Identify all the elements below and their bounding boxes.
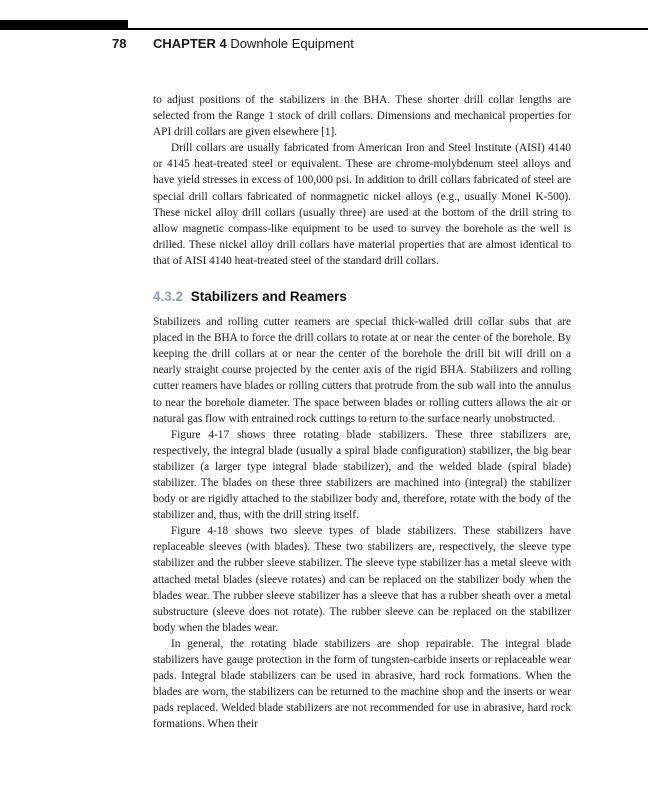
paragraph-repairability: In general, the rotating blade stabilizers are shop repairable. The integral blade stabilizers have gauge protection in the form of tungsten-carbide inserts or replaceable wear pads. Integral blade stabilizers can be used in abrasive, hard rock formations. When the blades are worn, the stabilizers can be returned to the machine shop and the inserts or wear pads replaced. Welded blade stabilizers are not recommended for use in abrasive, hard rock formations. When their (153, 637, 571, 731)
paragraph-continued: to adjust positions of the stabilizers in the BHA. These shorter drill collar lengths are selected from the Range 1 stock of drill collars. Dimensions and mechanical properties for API drill collars are given elsewhere [1]. (153, 94, 571, 139)
header-rule (128, 28, 648, 30)
paragraph-stabilizers-intro: Stabilizers and rolling cutter reamers are special thick-walled drill collar subs that are placed in the BHA to force the drill collars to rotate at or near the center of the borehole. By keeping the drill collars at or near the center of the borehole the drill bit will drill on a nearly straight course projected by the center axis of the rigid BHA. Stabilizers and rolling cutter reamers have blades or rolling cutters that protrude from the sub wall into the annulus to near the borehole diameter. The space between blades or rolling cutters allows the air or natural gas flow with entrained rock cuttings to return to the surface nearly unobstructed. (153, 316, 571, 425)
paragraph-drill-collar-materials: Drill collars are usually fabricated from American Iron and Steel Institute (AISI) 4140 or 4145 heat-treated steel or equivalent. These are chrome-molybdenum steel alloys and have yield stresses in excess of 100,000 psi. In addition to drill collars fabricated of steel are special drill collars fabricated of nonmagnetic nickel alloys (e.g., usually Monel K-500). These nickel alloy drill collars (usually three) are used at the bottom of the drill string to allow magnetic compass-like equipment to be used to survey the borehole as the well is drilled. These nickel alloy drill collars have material properties that are almost identical to that of AISI 4140 heat-treated steel of the standard drill collars. (153, 142, 571, 267)
section-number: 4.3.2 (153, 289, 184, 305)
chapter-label: CHAPTER 4 (153, 36, 227, 51)
section-heading (153, 288, 571, 306)
page-number: 78 (112, 36, 127, 51)
header-bar-block (0, 20, 128, 30)
paragraph-figure-4-17: Figure 4-17 shows three rotating blade stabilizers. These three stabilizers are, respectively, the integral blade (usually a spiral blade configuration) stabilizer, the big bear stabilizer (a larger type integral blade stabilizer), and the welded blade (spiral blade) stabilizer. The blades on these three stabilizers are machined into (integral) the stabilizer body or are rigidly attached to the stabilizer body and, therefore, rotate with the body of the stabilizer and, thus, with the drill string itself. (153, 428, 571, 522)
chapter-title: Downhole Equipment (230, 36, 354, 51)
chapter-heading (153, 36, 354, 51)
paragraph-figure-4-18: Figure 4-18 shows two sleeve types of blade stabilizers. These stabilizers have replaceable sleeves (with blades). These two stabilizers are, respectively, the sleeve type stabilizer and the rubber sleeve stabilizer. The sleeve type stabilizer has a metal sleeve with attached metal blades (sleeve rotates) and can be replaced on the stabilizer body when the blades wear. The rubber sleeve stabilizer has a sleeve that has a rubber sheath over a metal substructure (sleeve does not rotate). The rubber sleeve can be replaced on the stabilizer body when the blades wear. (153, 525, 571, 634)
section-title: Stabilizers and Reamers (190, 289, 347, 305)
page-body (153, 92, 571, 732)
running-header (0, 36, 648, 54)
